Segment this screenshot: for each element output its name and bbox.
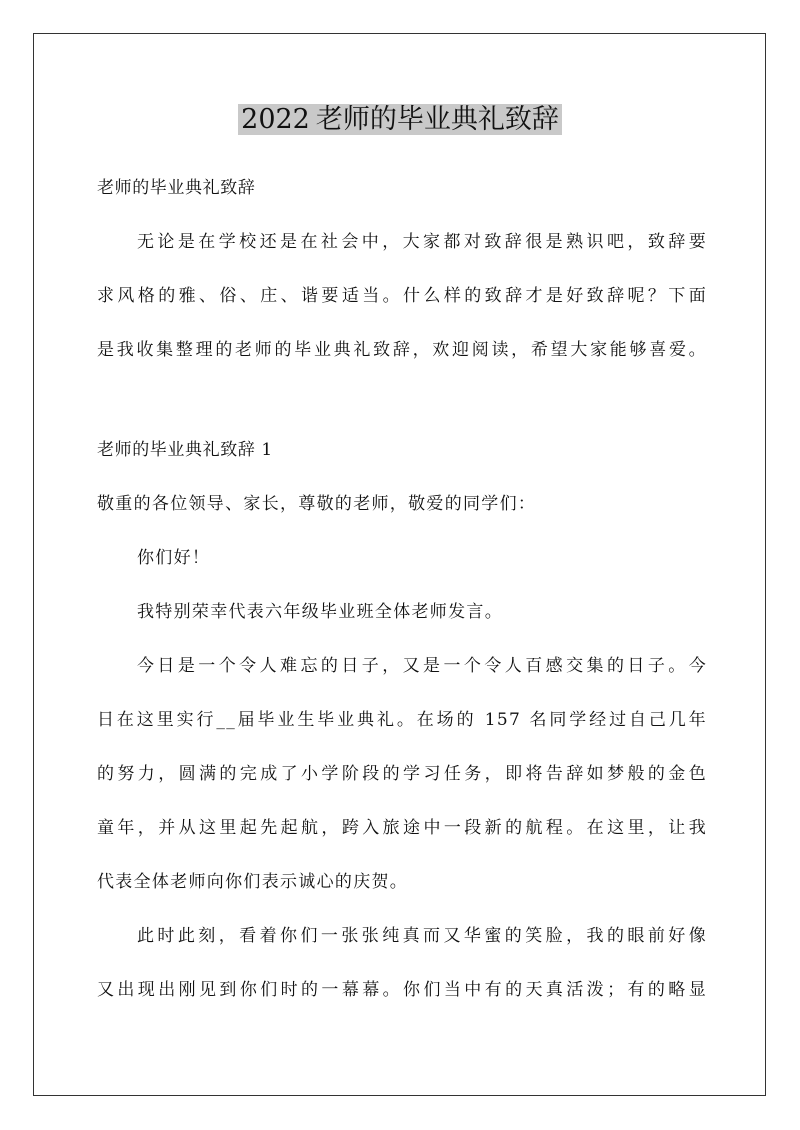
intro-line-1: 无论是在学校还是在社会中，大家都对致辞很是熟识吧，致辞要 xyxy=(137,232,707,252)
paragraph-2-line-1: 今日是一个令人难忘的日子，又是一个令人百感交集的日子。今 xyxy=(137,656,707,676)
section-heading: 老师的毕业典礼致辞 1 xyxy=(97,440,273,460)
paragraph-1: 我特别荣幸代表六年级毕业班全体老师发言。 xyxy=(137,602,503,622)
paragraph-2-line-3: 的努力，圆满的完成了小学阶段的学习任务，即将告辞如梦般的金色 xyxy=(97,764,707,784)
subtitle: 老师的毕业典礼致辞 xyxy=(97,178,256,198)
greeting: 你们好！ xyxy=(137,548,211,568)
intro-line-3: 是我收集整理的老师的毕业典礼致辞，欢迎阅读，希望大家能够喜爱。 xyxy=(97,340,707,360)
paragraph-3-line-1: 此时此刻，看着你们一张张纯真而又华蜜的笑脸，我的眼前好像 xyxy=(137,926,707,946)
paragraph-2-line-4: 童年，并从这里起先起航，跨入旅途中一段新的航程。在这里，让我 xyxy=(97,818,707,838)
salutation: 敬重的各位领导、家长，尊敬的老师，敬爱的同学们： xyxy=(97,494,537,514)
intro-line-2: 求风格的雅、俗、庄、谐要适当。什么样的致辞才是好致辞呢？下面 xyxy=(97,286,707,306)
title-year: 2022 xyxy=(238,104,313,135)
document-title xyxy=(0,100,800,140)
paragraph-3-line-2: 又出现出刚见到你们时的一幕幕。你们当中有的天真活泼；有的略显 xyxy=(97,980,707,1000)
paragraph-2-line-5: 代表全体老师向你们表示诚心的庆贺。 xyxy=(97,872,409,892)
paragraph-2-line-2: 日在这里实行__届毕业生毕业典礼。在场的 157 名同学经过自己几年 xyxy=(97,710,707,730)
title-text: 老师的毕业典礼致辞 xyxy=(313,104,562,135)
